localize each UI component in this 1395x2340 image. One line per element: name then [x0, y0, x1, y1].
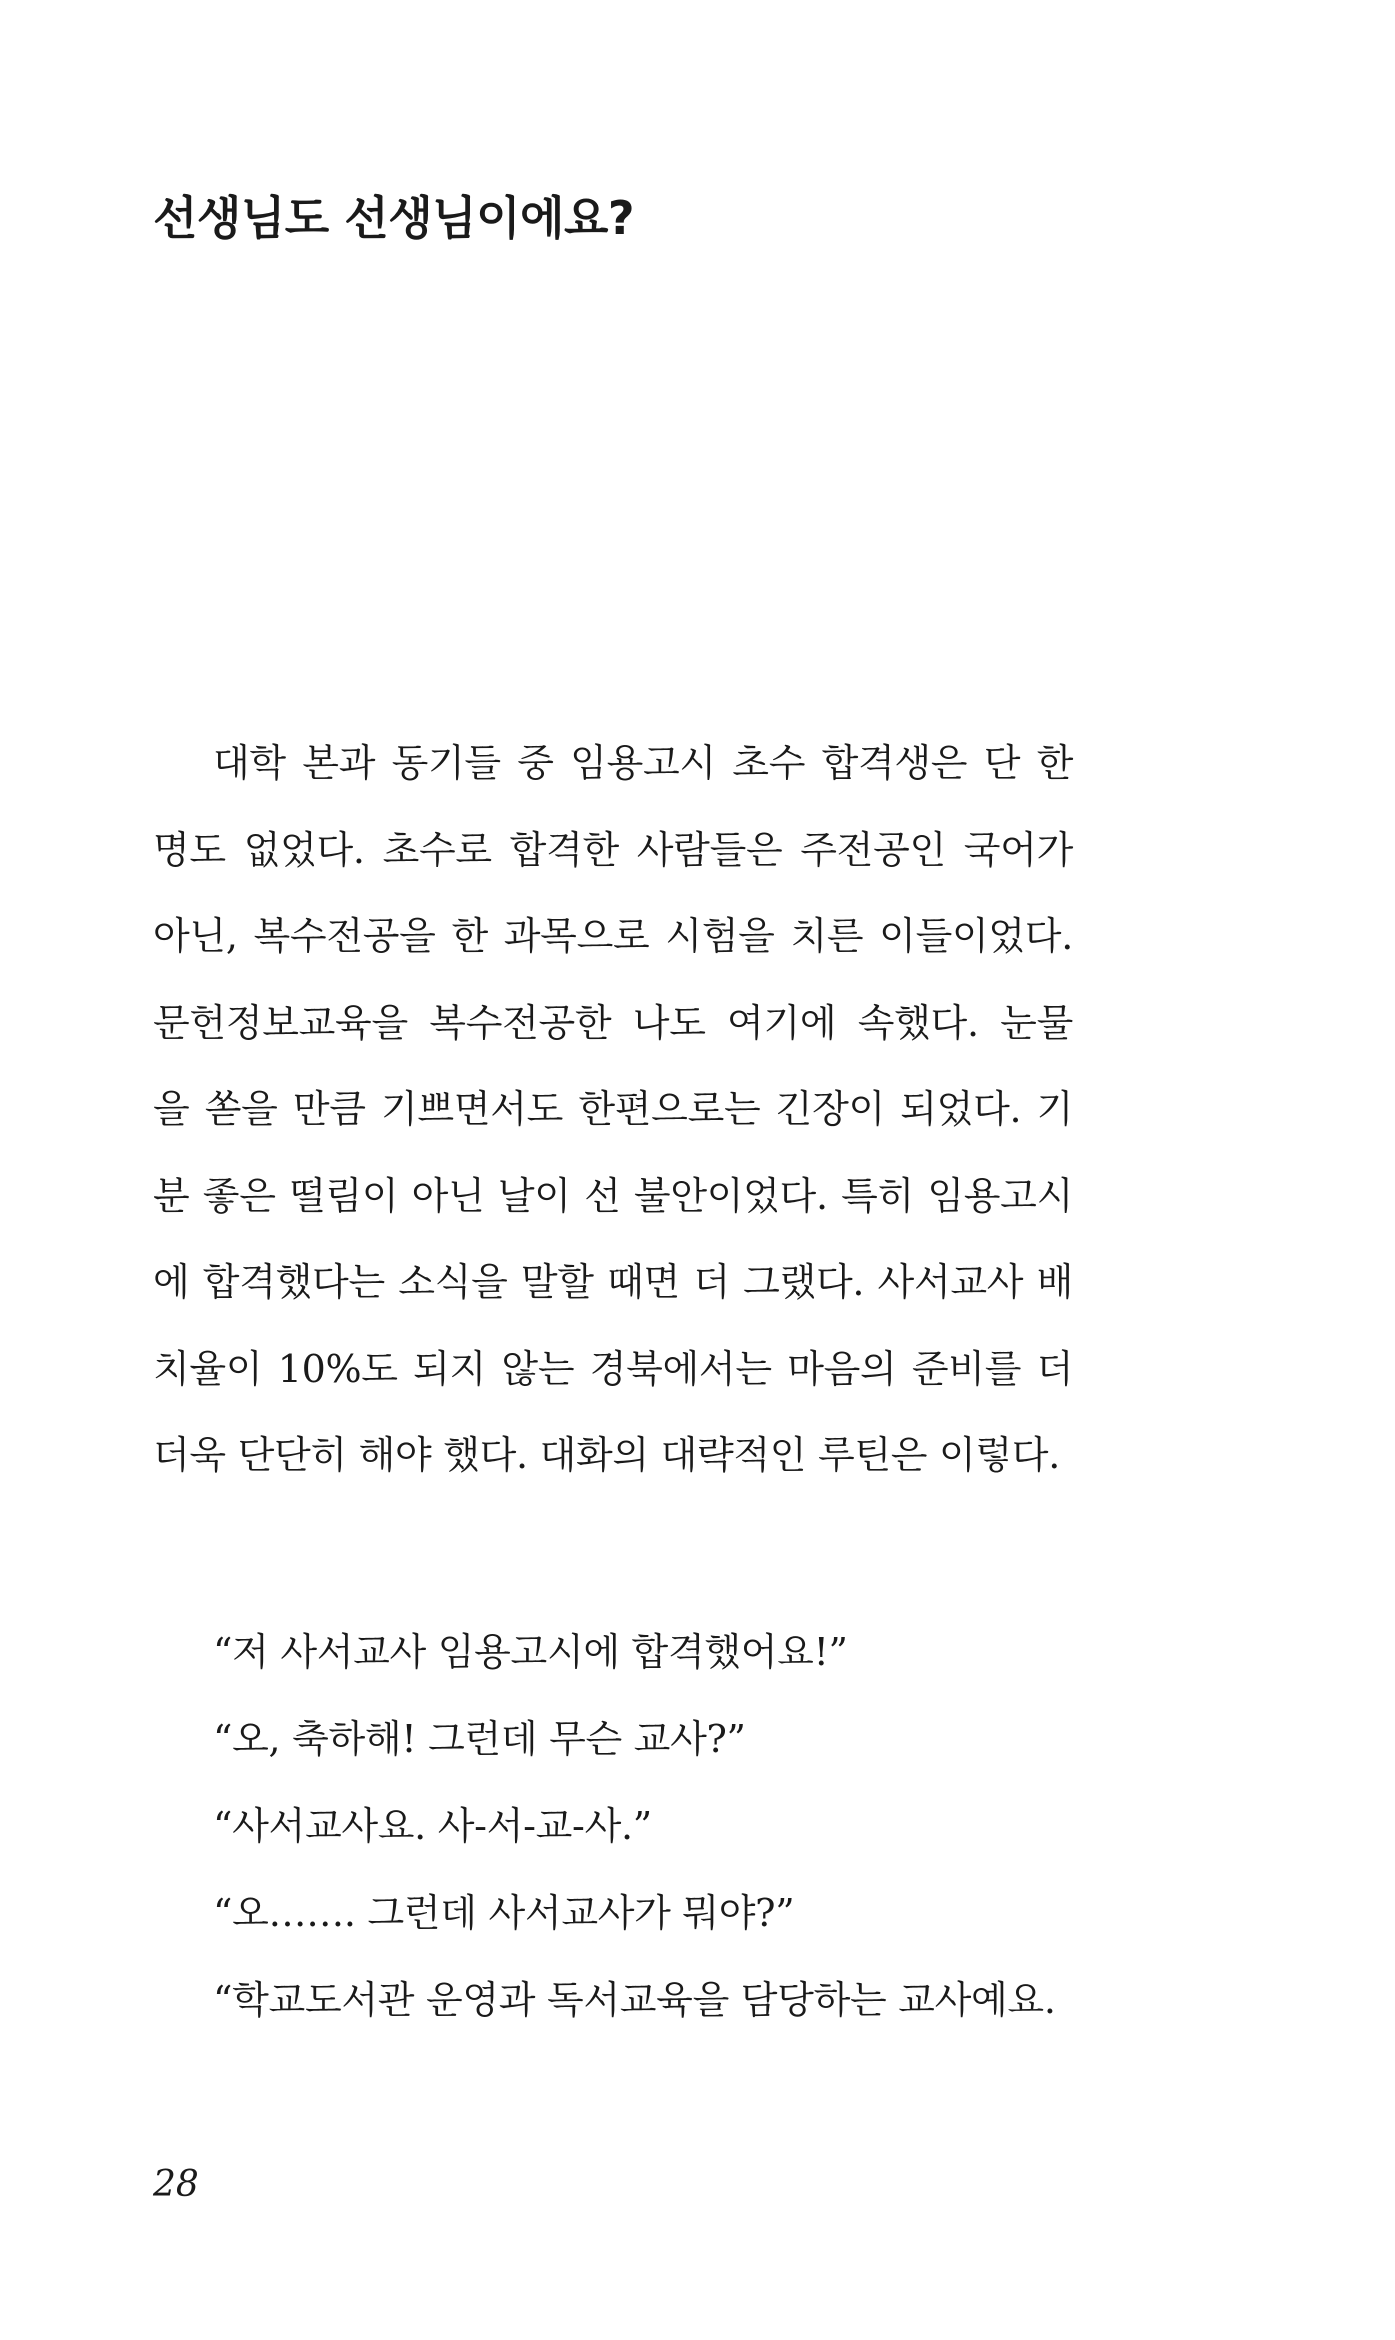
page-number: 28: [153, 2164, 199, 2205]
paragraph-line: 명도 없었다. 초수로 합격한 사람들은 주전공인 국어가: [153, 827, 1073, 872]
dialogue: [213, 1609, 1113, 2044]
paragraph-line: 아닌, 복수전공을 한 과목으로 시험을 치른 이들이었다.: [153, 914, 1073, 958]
body-paragraph: [153, 720, 1073, 1499]
paragraph-line: 에 합격했다는 소식을 말할 때면 더 그랬다. 사서교사 배: [153, 1260, 1073, 1304]
paragraph-line: 문헌정보교육을 복수전공한 나도 여기에 속했다. 눈물: [153, 1000, 1073, 1045]
paragraph-line: 더욱 단단히 해야 했다. 대화의 대략적인 루틴은 이렇다.: [153, 1433, 1060, 1477]
paragraph-line: 치율이 10%도 되지 않는 경북에서는 마음의 준비를 더: [153, 1346, 1073, 1391]
chapter-title: 선생님도 선생님이에요?: [153, 191, 635, 245]
dialogue-line: “저 사서교사 임용고시에 합격했어요!”: [213, 1630, 848, 1674]
paragraph-line: 분 좋은 떨림이 아닌 날이 선 불안이었다. 특히 임용고시: [153, 1173, 1073, 1218]
paragraph-line: 대학 본과 동기들 중 임용고시 초수 합격생은 단 한: [213, 741, 1073, 785]
dialogue-line: “오, 축하해! 그런데 무슨 교사?”: [213, 1717, 746, 1761]
dialogue-line: “오……. 그런데 사서교사가 뭐야?”: [213, 1891, 795, 1935]
paragraph-line: 을 쏟을 만큼 기쁘면서도 한편으로는 긴장이 되었다. 기: [153, 1087, 1073, 1131]
dialogue-line: “사서교사요. 사-서-교-사.”: [213, 1804, 652, 1848]
dialogue-line: “학교도서관 운영과 독서교육을 담당하는 교사예요.: [213, 1978, 1056, 2022]
